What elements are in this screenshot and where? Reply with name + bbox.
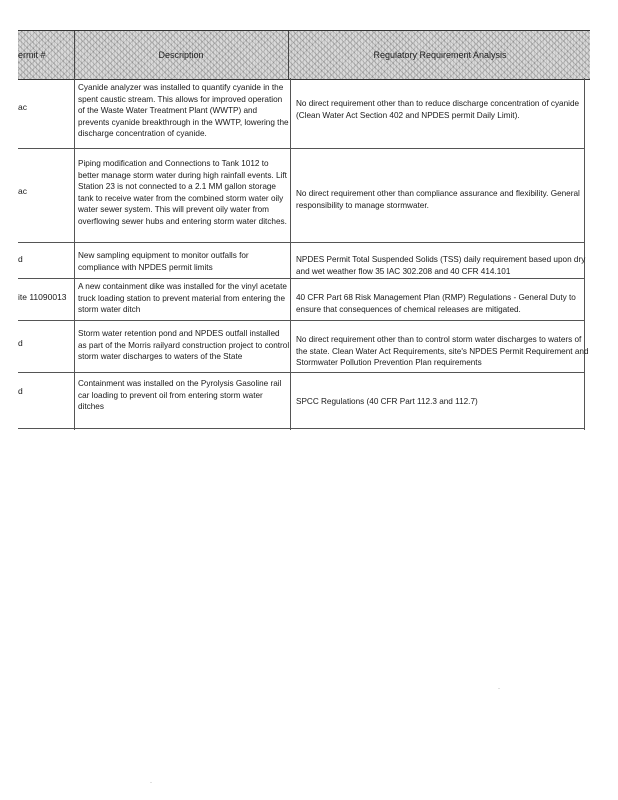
permit-cell: d (18, 338, 23, 348)
description-cell: Containment was installed on the Pyrolysis Gasoline rail car loading to prevent oil from entering storm water ditches (78, 379, 282, 412)
regulatory-cell: SPCC Regulations (40 CFR Part 112.3 and 112.7) (296, 397, 478, 406)
row-divider (18, 148, 584, 149)
description-cell: A new containment dike was installed for the vinyl acetate truck loading station to prevent material from entering the storm water ditch (78, 282, 287, 315)
permit-cell: ac (18, 102, 27, 112)
table-row (18, 80, 590, 148)
permit-cell: ac (18, 186, 27, 196)
regulatory-cell: NPDES Permit Total Suspended Solids (TSS) daily requirement based upon dry and wet weather flow 35 IAC 302.208 and 40 CFR 414.101 (296, 255, 586, 276)
description-cell: Cyanide analyzer was installed to quantify cyanide in the spent caustic stream. This allows for improved operation of the Waste Water Treatment Plant (WWTP) and prevents cyanide breakthrough in the WWTP, lowering the discharge concentration of cyanide. (78, 83, 289, 139)
table-row (18, 248, 590, 278)
description-cell: New sampling equipment to monitor outfalls for compliance with NPDES permit limits (78, 251, 249, 272)
permit-cell: d (18, 254, 23, 264)
row-divider (18, 278, 584, 279)
description-cell: Piping modification and Connections to Tank 1012 to better manage storm water during high rainfall events. Lift Station 23 is not connected to a 2.1 MM gallon storage tank to receive water from the combined storm water oily water sewer system. This will prevent oily water from overflowing sewer hubs and entering storm water ditches. (78, 159, 287, 226)
regulatory-cell: No direct requirement other than to control storm water discharges to waters of the state. Clean Water Act Requirements, site's NPDES Permit Requirement and Stormwater Pollution Prevention Plan requirements (296, 335, 589, 368)
table-row (18, 280, 590, 320)
row-divider (18, 320, 584, 321)
table-row (18, 326, 590, 372)
description-cell: Storm water retention pond and NPDES outfall installed as part of the Morris railyard construction project to control storm water discharges to waters of the State (78, 329, 290, 362)
regulatory-cell: No direct requirement other than compliance assurance and flexibility. General responsibility to manage stormwater. (296, 189, 580, 210)
table-header (18, 30, 590, 80)
permit-cell: ite 11090013 (18, 292, 67, 302)
header-divider (288, 31, 289, 79)
header-regulatory: Regulatory Requirement Analysis (373, 50, 507, 60)
regulatory-cell: No direct requirement other than to reduce discharge concentration of cyanide (Clean Water Act Section 402 and NPDES permit Daily Limit). (296, 99, 580, 120)
header-divider (74, 31, 75, 79)
header-permit: ermit # (18, 50, 46, 60)
row-divider (18, 428, 584, 429)
scan-speck: · (150, 780, 152, 786)
header-description: Description (158, 50, 204, 60)
table-row (18, 156, 590, 242)
table-row (18, 376, 590, 428)
permit-cell: d (18, 386, 23, 396)
regulatory-cell: 40 CFR Part 68 Risk Management Plan (RMP) Regulations - General Duty to ensure that consequences of chemical releases are mitigated. (296, 293, 576, 314)
row-divider (18, 242, 584, 243)
scan-speck: · (498, 686, 500, 692)
row-divider (18, 372, 584, 373)
